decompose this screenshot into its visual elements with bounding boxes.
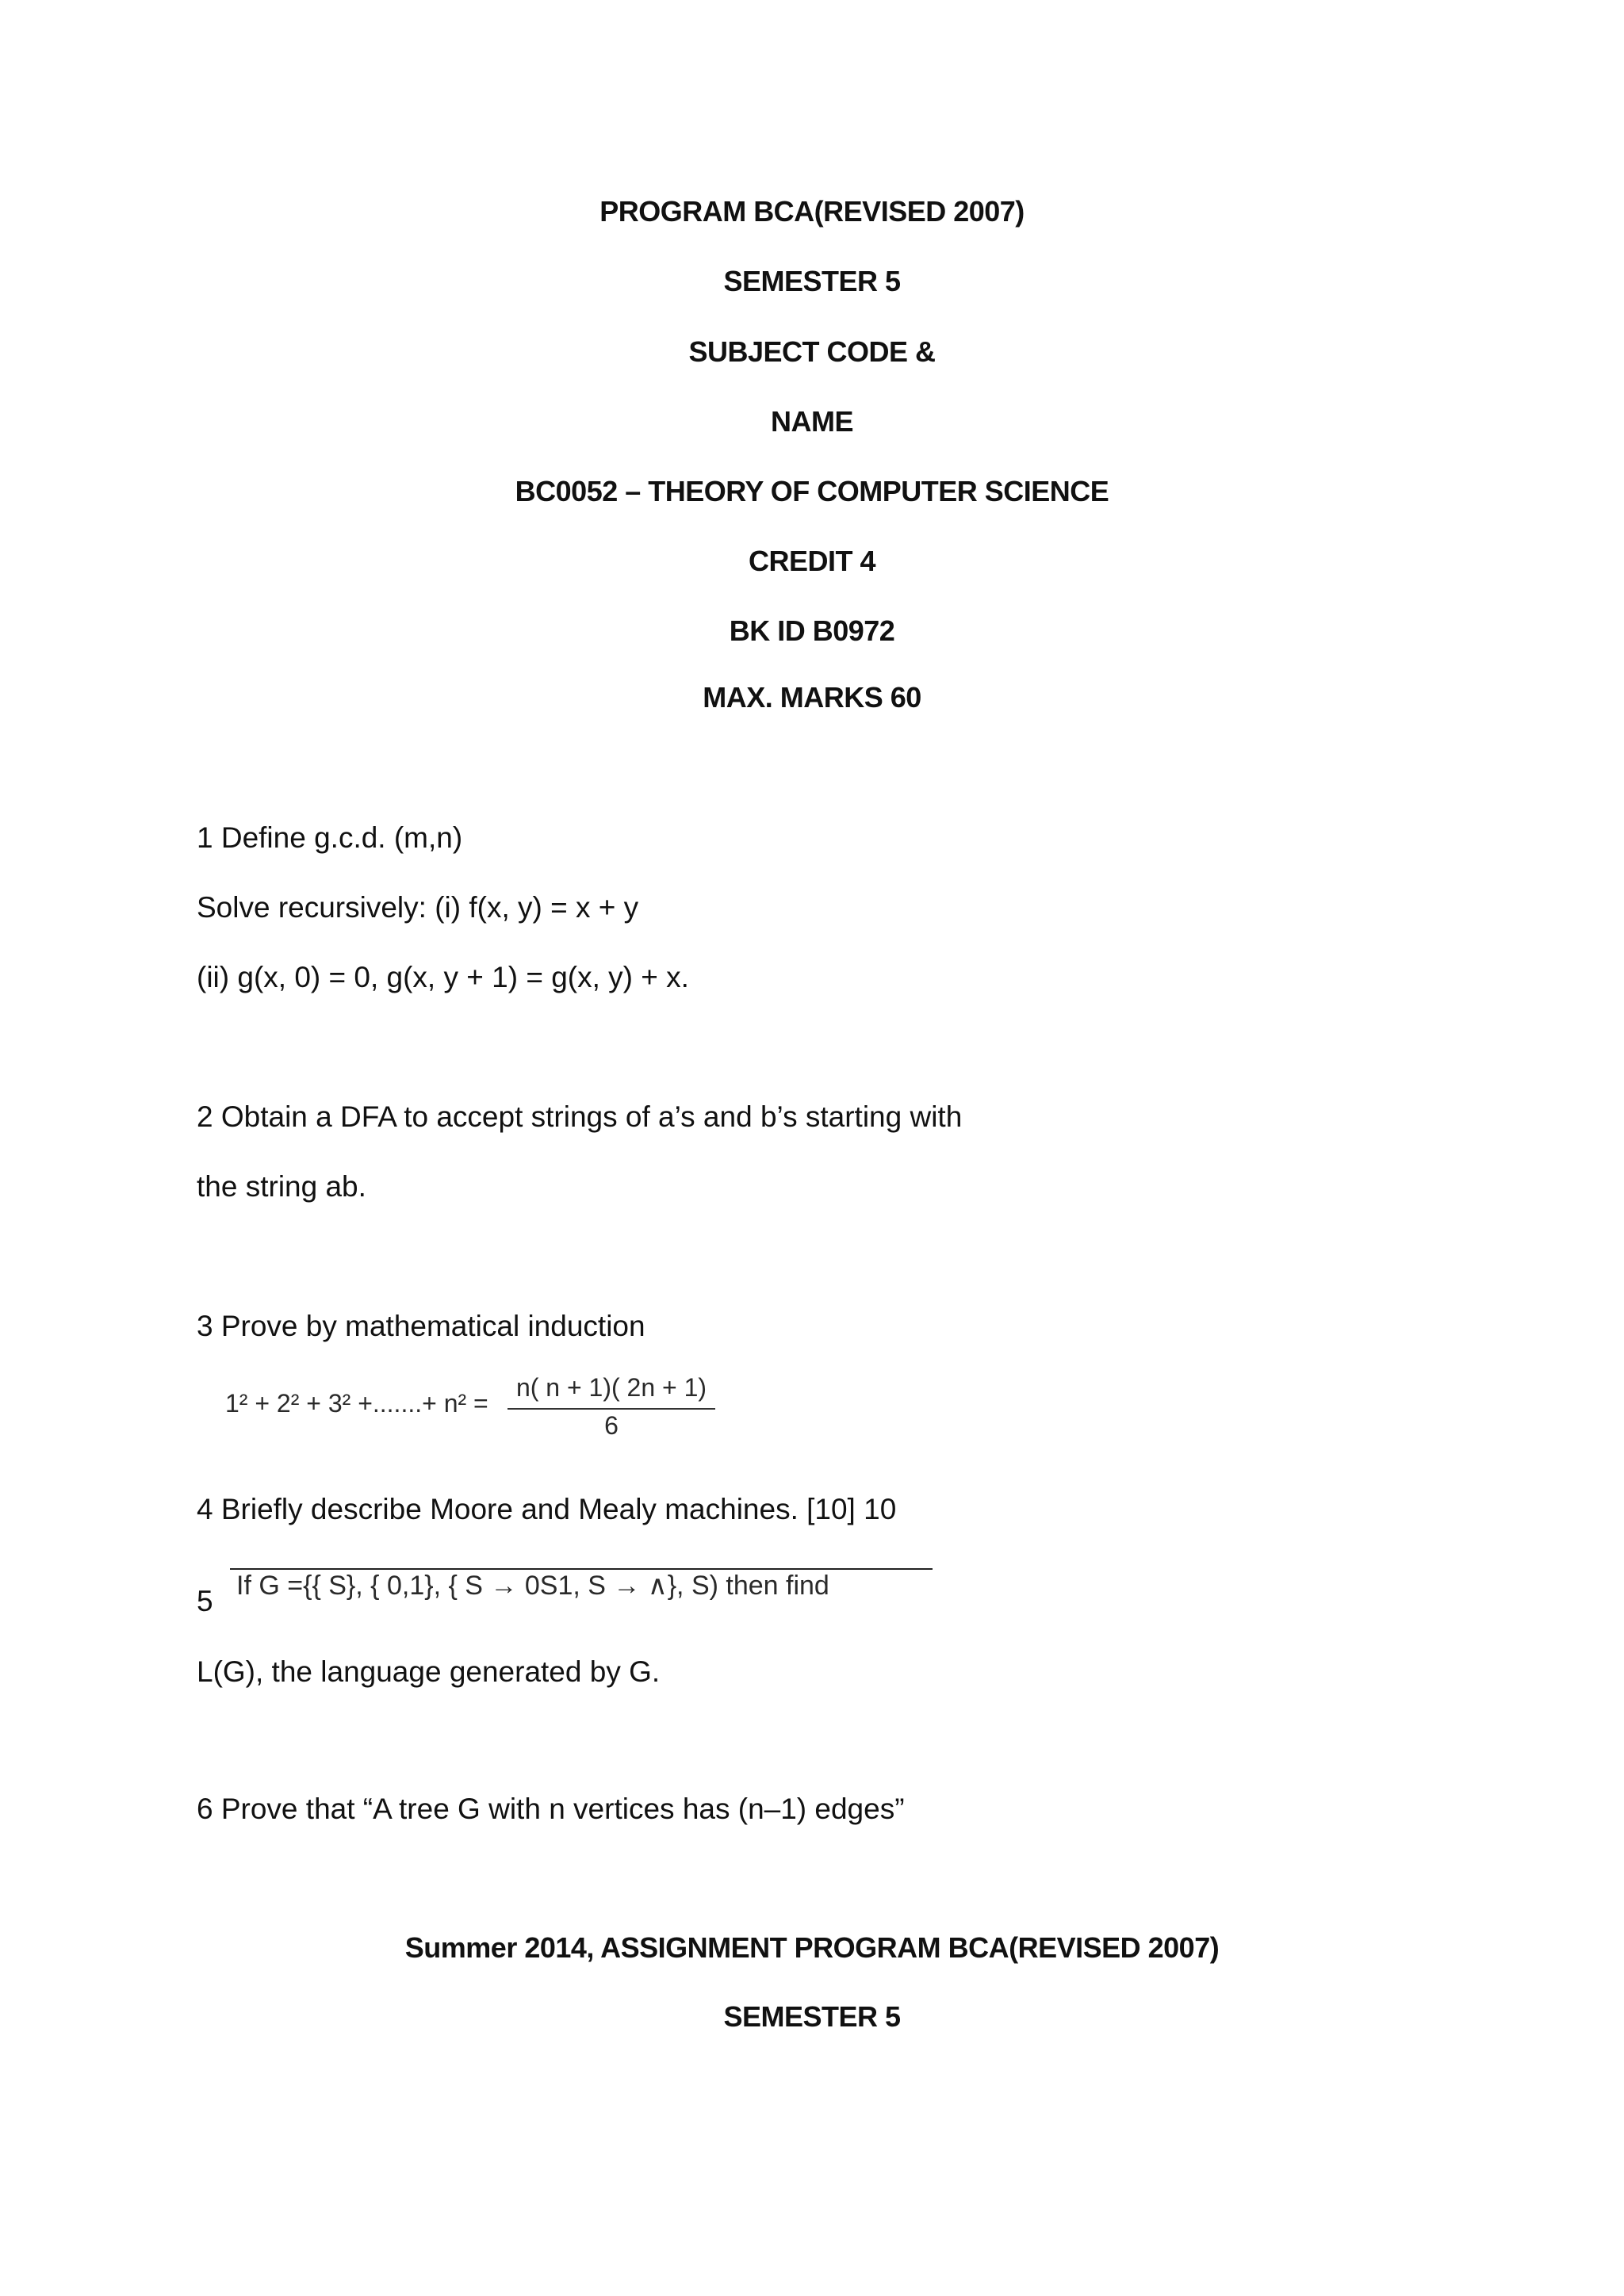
program-heading: PROGRAM BCA(REVISED 2007) — [599, 195, 1025, 228]
question-1-line-3: (ii) g(x, 0) = 0, g(x, y + 1) = g(x, y) + x. — [197, 961, 689, 993]
question-1-line-1: 1 Define g.c.d. (m,n) — [197, 821, 463, 854]
bk-id-heading: BK ID B0972 — [729, 614, 895, 647]
question-5-line-2: L(G), the language generated by G. — [197, 1655, 661, 1688]
semester-heading: SEMESTER 5 — [723, 265, 901, 297]
footer-semester: SEMESTER 5 — [723, 2000, 901, 2033]
question-2-line-2: the string ab. — [197, 1170, 366, 1203]
subject-code-heading: SUBJECT CODE & — [688, 335, 936, 368]
question-4-line-1: 4 Briefly describe Moore and Mealy machines. [10] 10 — [197, 1493, 897, 1525]
formula-denominator: 6 — [604, 1411, 619, 1440]
credit-heading: CREDIT 4 — [748, 545, 876, 577]
question-5-number: 5 — [197, 1585, 213, 1617]
question-5-formula: If G ={{ S}, { 0,1}, { S → 0S1, S → ∧}, S) then find — [236, 1571, 829, 1601]
name-heading: NAME — [771, 405, 853, 438]
formula-numerator: n( n + 1)( 2n + 1) — [515, 1373, 707, 1402]
question-6-line-1: 6 Prove that “A tree G with n vertices has (n–1) edges” — [197, 1793, 905, 1825]
max-marks-heading: MAX. MARKS 60 — [703, 681, 921, 714]
formula-lhs: 1² + 2² + 3² +.......+ n² = — [225, 1389, 488, 1418]
formula-fraction-bar — [508, 1408, 715, 1410]
footer-title: Summer 2014, ASSIGNMENT PROGRAM BCA(REVISED 2007) — [404, 1931, 1220, 1964]
question-2-line-1: 2 Obtain a DFA to accept strings of a’s and b’s starting with — [197, 1100, 963, 1133]
course-heading: BC0052 – THEORY OF COMPUTER SCIENCE — [515, 475, 1109, 507]
question-3-line-1: 3 Prove by mathematical induction — [197, 1310, 645, 1342]
question-1-line-2: Solve recursively: (i) f(x, y) = x + y — [197, 891, 639, 924]
